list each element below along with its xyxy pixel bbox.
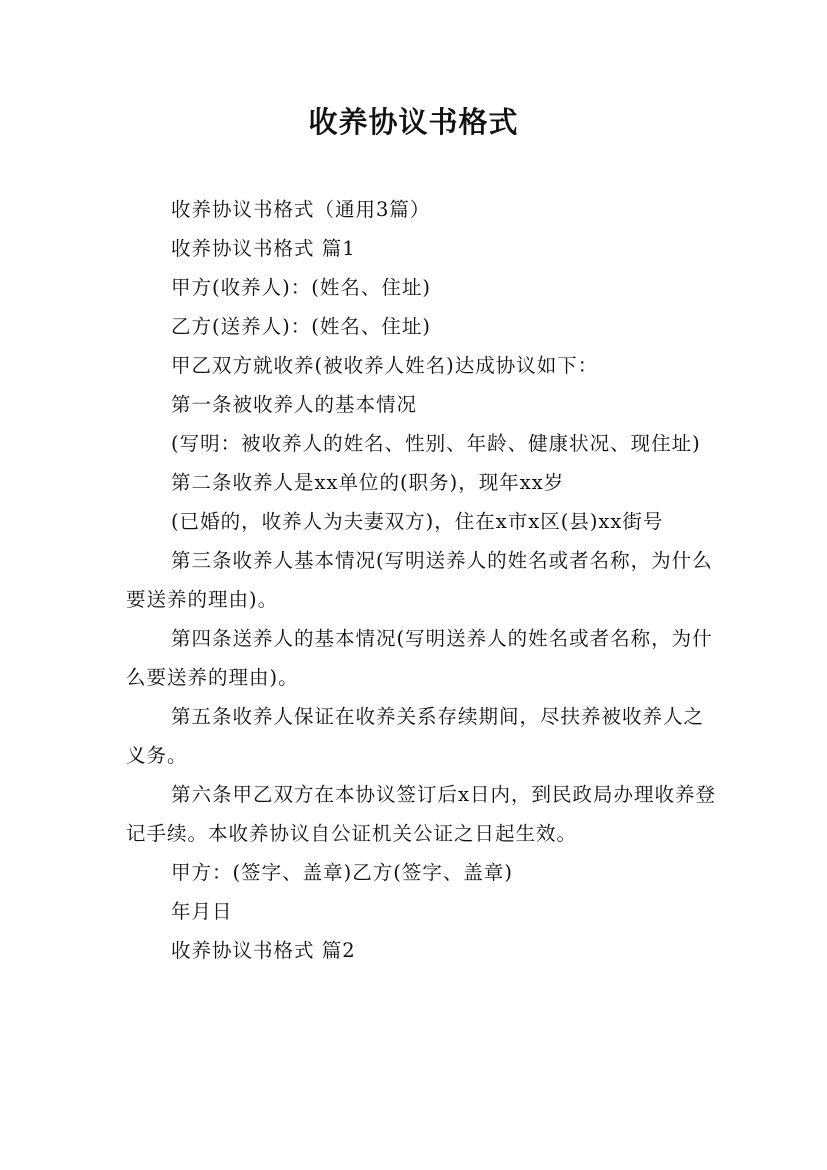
document-title: 收养协议书格式	[308, 105, 519, 139]
paragraph-article-2-detail: (已婚的，收养人为夫妻双方)，住在x市x区(县)xx街号	[171, 510, 664, 533]
paragraph-party-a: 甲方(收养人)：(姓名、住址)	[171, 276, 431, 299]
paragraph-signatures: 甲方：(签字、盖章)乙方(签字、盖章)	[171, 861, 513, 884]
paragraph-section-1-heading: 收养协议书格式 篇1	[171, 237, 356, 260]
paragraph-party-b: 乙方(送养人)：(姓名、住址)	[171, 315, 431, 338]
document-body	[126, 190, 716, 970]
paragraph-article-3: 第三条收养人基本情况(写明送养人的姓名或者名称，为什么要送养的理由)。	[126, 549, 713, 611]
paragraph-article-5: 第五条收养人保证在收养关系存续期间，尽扶养被收养人之义务。	[126, 705, 705, 767]
paragraph-article-2: 第二条收养人是xx单位的(职务)，现年xx岁	[171, 471, 565, 494]
paragraph-article-1-detail: (写明：被收养人的姓名、性别、年龄、健康状况、现住址)	[171, 432, 701, 455]
paragraph-section-2-heading: 收养协议书格式 篇2	[171, 939, 356, 962]
paragraph-date: 年月日	[171, 900, 233, 923]
paragraph-article-4: 第四条送养人的基本情况(写明送养人的姓名或者名称，为什么要送养的理由)。	[126, 627, 713, 689]
paragraph-article-6: 第六条甲乙双方在本协议签订后x日内，到民政局办理收养登记手续。本收养协议自公证机关公证之日起生效。	[126, 783, 716, 845]
paragraph-article-1: 第一条被收养人的基本情况	[171, 393, 418, 416]
paragraph-agreement-lead: 甲乙双方就收养(被收养人姓名)达成协议如下：	[171, 354, 599, 377]
paragraph-intro: 收养协议书格式（通用3篇）	[171, 198, 431, 221]
